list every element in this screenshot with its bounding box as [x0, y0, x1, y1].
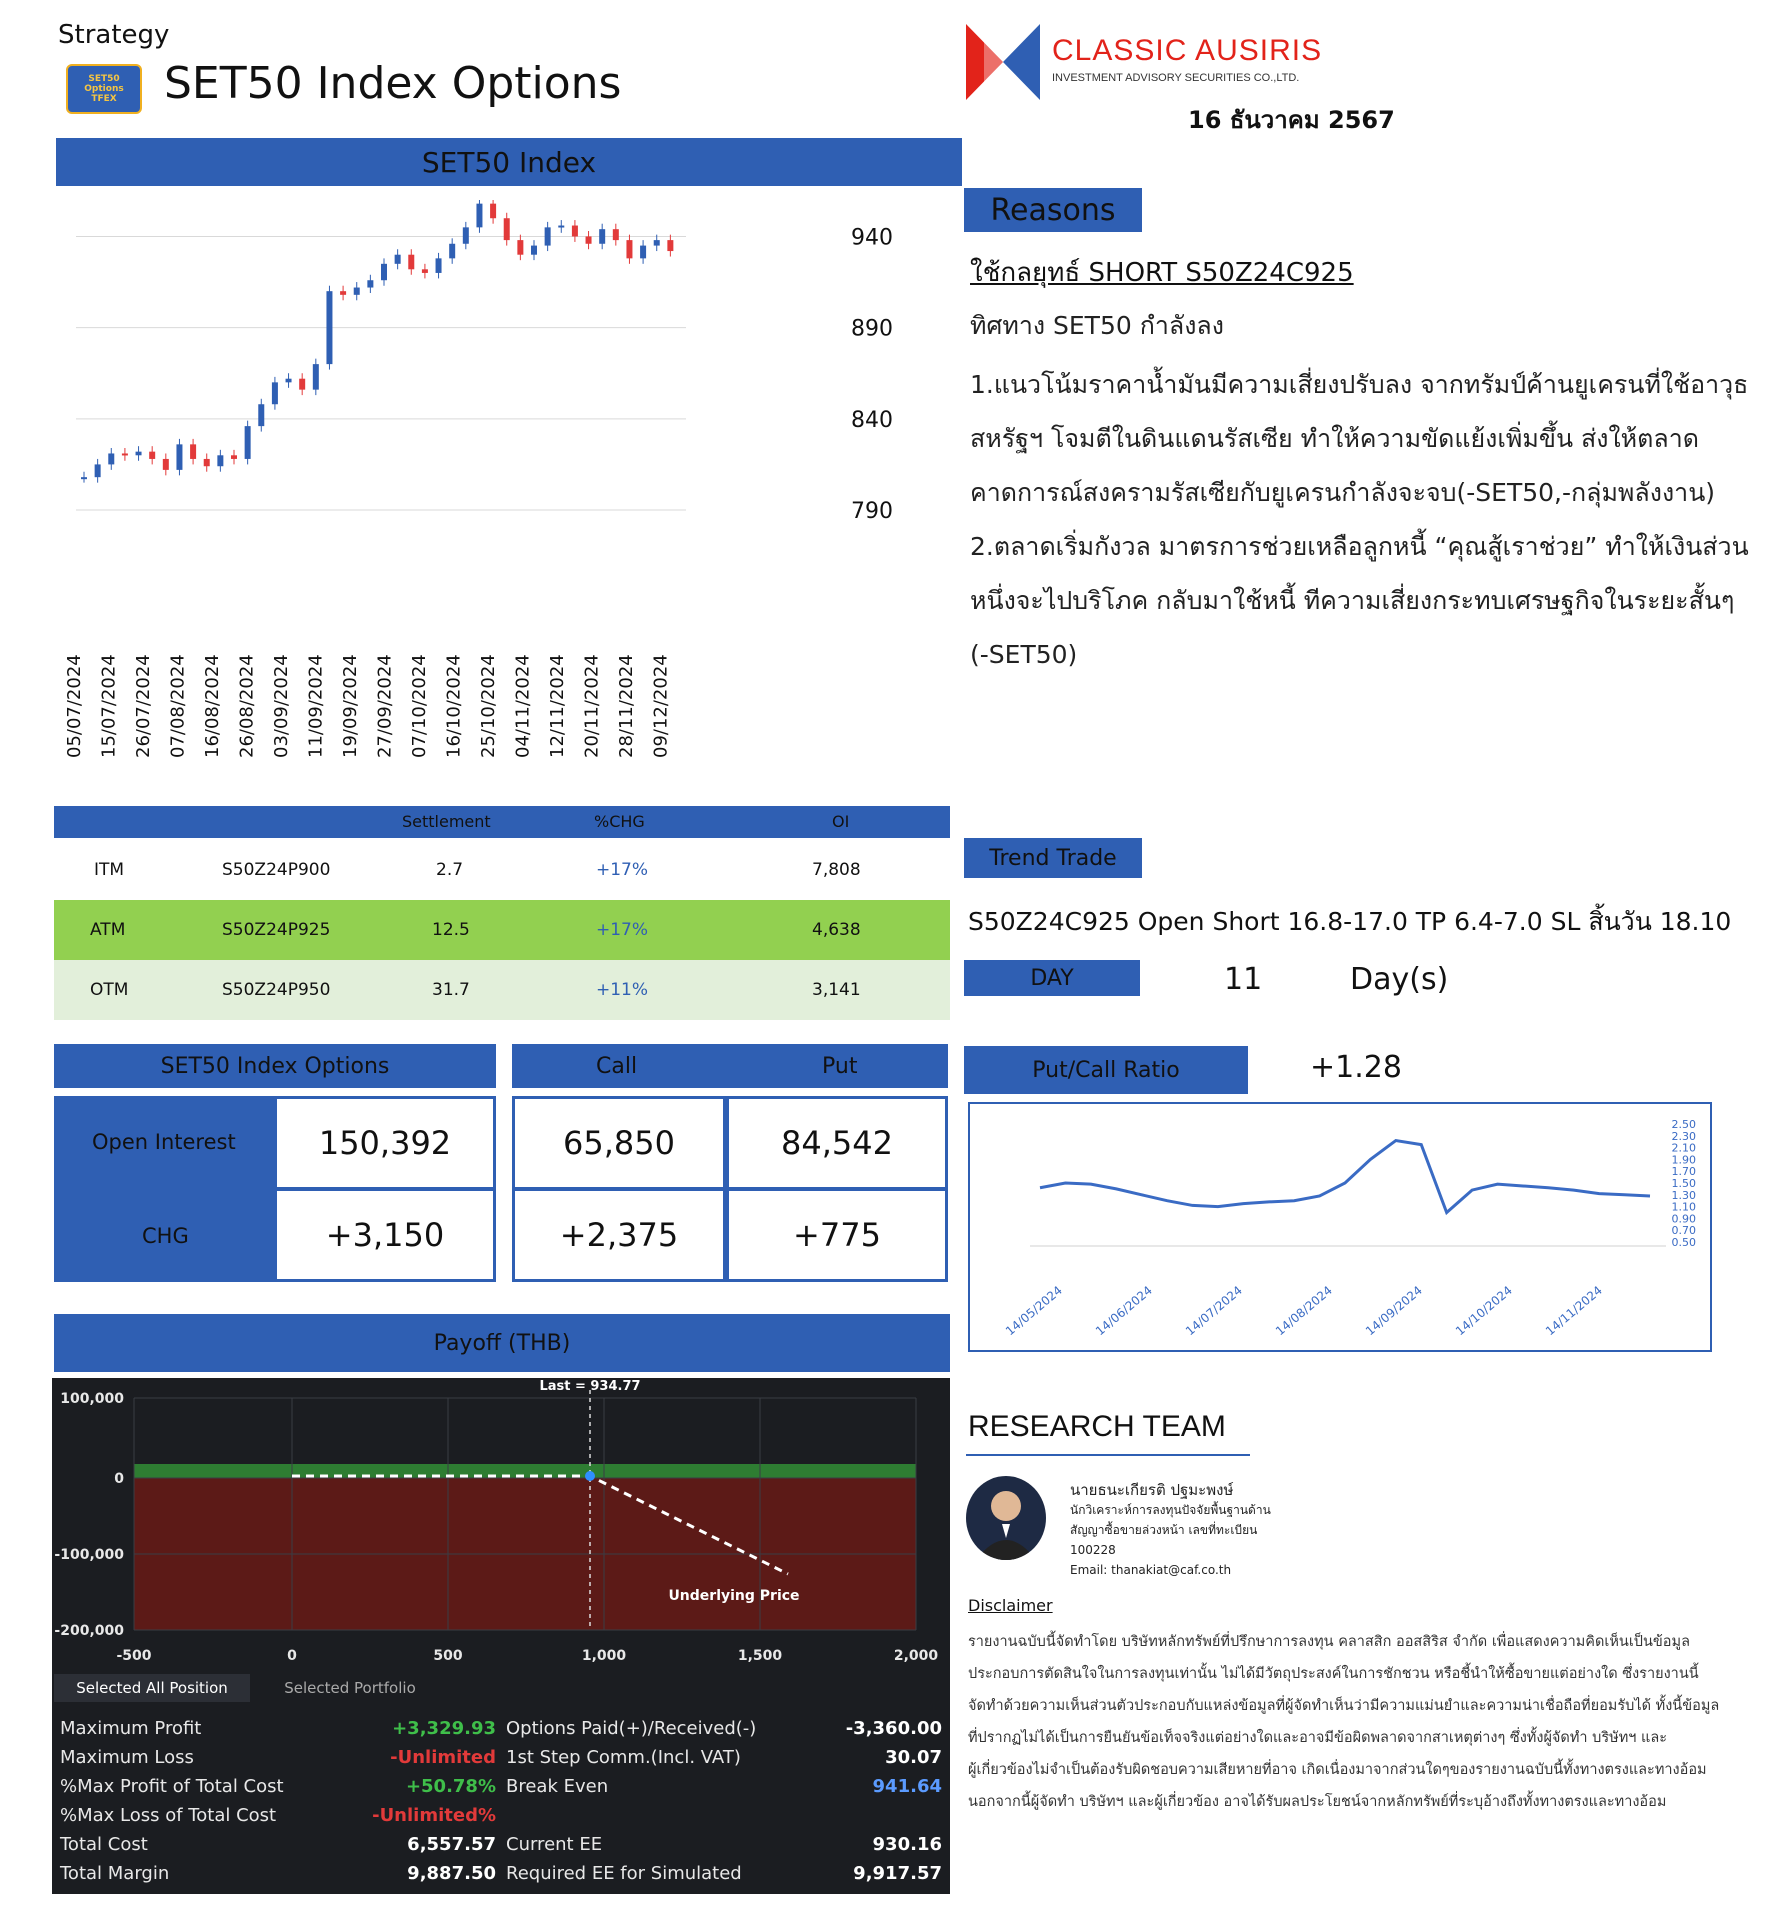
strategy-label: Strategy: [58, 20, 170, 50]
payoff-x-tick: 1,500: [737, 1648, 783, 1664]
disclaimer-line: ที่ปรากฏไม่ได้เป็นการยืนยันข้อเท็จจริงแต่อย่างใดและอาจมีข้อผิดพลาดจากสาเหตุต่างๆ ซึ่งทั้งผู้จัดทำ บริษัทฯ และ: [968, 1730, 1668, 1746]
reason-line: (-SET50): [970, 640, 1078, 669]
disclaimer-body: [968, 1626, 1768, 1818]
candle-body: [204, 459, 210, 466]
disclaimer-line: ผู้เกี่ยวข้องไม่จำเป็นต้องรับผิดชอบความเสียหายที่อาจ เกิดเนื่องมาจากส่วนใดๆของรายงานฉบับนี้ทั้งทางตรงและทางอ้อม: [968, 1762, 1707, 1778]
payoff-stat-spacer: [506, 1805, 942, 1834]
pcr-y-tick: 0.90: [1671, 1212, 1696, 1226]
row-moneyness: ITM: [94, 860, 125, 880]
index-chart: [56, 200, 962, 770]
day-value: 11: [1224, 962, 1263, 997]
brand-name: CLASSIC AUSIRIS: [1052, 34, 1323, 67]
candle-body: [476, 204, 482, 228]
row-series: S50Z24P950: [222, 980, 331, 1000]
payoff-stat-value: 930.16: [872, 1834, 942, 1855]
payoff-stat-label: 1st Step Comm.(Incl. VAT): [506, 1747, 741, 1768]
candle-body: [367, 280, 373, 287]
x-tick-label: 27/09/2024: [374, 654, 396, 758]
pcr-chart: [968, 1102, 1712, 1352]
underlying-price-label: Underlying Price: [668, 1588, 800, 1604]
pcr-value: +1.28: [1310, 1050, 1402, 1085]
x-tick-label: 12/11/2024: [547, 654, 568, 758]
payoff-y-tick: 0: [114, 1471, 124, 1487]
payoff-title: Payoff (THB): [54, 1314, 950, 1372]
reasons-body: [970, 358, 1770, 682]
x-tick-label: 09/12/2024: [650, 654, 672, 758]
analyst-role: นักวิเคราะห์การลงทุนปัจจัยพื้นฐานด้าน: [1070, 1503, 1271, 1517]
disclaimer-line: จัดทำด้วยความเห็นส่วนตัวประกอบกับแหล่งข้อมูลที่ผู้จัดทำเห็นว่ามีความแม่นยำและความน่าเชื่อถือที่ยอมรับได้ ทั้งนี้ข้อมูล: [968, 1698, 1720, 1714]
candle-body: [436, 258, 442, 273]
candle-body: [490, 204, 496, 219]
candle-body: [258, 404, 264, 426]
product-title: SET50 Index Options: [164, 58, 622, 109]
candle-body: [517, 240, 523, 255]
oi-label: Open Interest: [92, 1130, 236, 1154]
x-tick-label: 16/10/2024: [443, 654, 465, 758]
payoff-stat-label: Options Paid(+)/Received(-): [506, 1718, 757, 1739]
row-series: S50Z24P900: [222, 860, 331, 880]
pcr-y-tick: 0.50: [1671, 1236, 1696, 1249]
direction-line: ทิศทาง SET50 กำลังลง: [970, 311, 1224, 340]
candle-body: [395, 255, 401, 264]
pcr-y-tick: 1.30: [1671, 1188, 1696, 1202]
payoff-stat-value: 30.07: [885, 1747, 942, 1768]
pcr-series-line: [1040, 1141, 1650, 1213]
payoff-stat-label: Maximum Profit: [60, 1718, 202, 1739]
candle-body: [149, 452, 155, 459]
disclaimer-line: ประกอบการตัดสินใจในการลงทุนเท่านั้น ไม่ได้มีวัตถุประสงค์ในการชักชวน หรือชี้นำให้ซื้อขายแต่อย่างใด ซึ่งรายงานนี้: [968, 1666, 1699, 1682]
payoff-stats-left: [60, 1718, 496, 1892]
put-label: Put: [822, 1054, 858, 1079]
table-row: [54, 900, 950, 960]
pcr-chart-svg: [970, 1104, 1710, 1350]
row-chg: +17%: [596, 920, 649, 940]
call-put-header: [512, 1044, 948, 1088]
oi-call: 65,850: [512, 1096, 726, 1190]
pcr-y-tick: 2.10: [1671, 1141, 1696, 1155]
row-settlement: 2.7: [436, 860, 464, 880]
x-tick-label: 11/09/2024: [305, 654, 327, 758]
candle-body: [108, 453, 114, 464]
payoff-x-tick: 2,000: [893, 1648, 939, 1664]
oi-put: 84,542: [726, 1096, 948, 1190]
candle-body: [354, 288, 360, 295]
candle-body: [217, 455, 223, 466]
payoff-x-tick: 1,000: [581, 1648, 627, 1664]
table-row: [54, 840, 950, 900]
reason-line: สหรัฐฯ โจมตีในดินแดนรัสเซีย ทำให้ความขัดแย้งเพิ่มขึ้น ส่งให้ตลาด: [970, 424, 1699, 453]
candle-body: [667, 240, 673, 251]
candle-body: [122, 453, 128, 455]
x-tick-label: 07/10/2024: [409, 654, 430, 758]
pcr-y-tick: 1.50: [1671, 1177, 1696, 1190]
candle-body: [531, 246, 537, 255]
payoff-stat-label: Total Margin: [60, 1863, 170, 1884]
y-tick-label: 940: [851, 225, 893, 251]
payoff-stat-row: [506, 1718, 942, 1747]
payoff-stat-label: Current EE: [506, 1834, 603, 1855]
payoff-stat-row: [60, 1863, 496, 1892]
payoff-stat-row: [60, 1747, 496, 1776]
analyst-email: Email: thanakiat@caf.co.th: [1070, 1563, 1232, 1577]
payoff-stat-row: [60, 1718, 496, 1747]
last-price-label: Last = 934.77: [539, 1379, 641, 1394]
pcr-x-tick: 14/05/2024: [1002, 1283, 1065, 1339]
x-tick-label: 07/08/2024: [167, 654, 189, 758]
candle-body: [245, 426, 251, 459]
candle-body: [599, 229, 605, 244]
x-tick-label: 20/11/2024: [581, 654, 603, 758]
row-moneyness: ATM: [90, 920, 126, 940]
pcr-x-tick: 14/11/2024: [1542, 1283, 1605, 1339]
payoff-y-tick: 100,000: [60, 1391, 124, 1407]
payoff-stat-label: Total Cost: [60, 1834, 148, 1855]
research-divider: [966, 1454, 1250, 1456]
row-moneyness: OTM: [90, 980, 129, 1000]
pcr-y-tick: 1.70: [1671, 1165, 1696, 1179]
candle-body: [463, 227, 469, 243]
candle-body: [545, 227, 551, 245]
y-tick-label: 890: [851, 316, 893, 342]
y-tick-label: 840: [851, 407, 893, 433]
candle-body: [422, 269, 428, 273]
strategy-line: ใช้กลยุทธ์ SHORT S50Z24C925: [970, 258, 1354, 288]
x-tick-label: 15/07/2024: [98, 654, 120, 758]
candle-body: [313, 364, 319, 390]
oi-total: 150,392: [274, 1096, 496, 1190]
payoff-stats-right: [506, 1718, 942, 1892]
payoff-chart-svg: [52, 1378, 950, 1668]
day-unit: Day(s): [1350, 962, 1449, 997]
candle-body: [586, 236, 592, 243]
candle-body: [613, 229, 619, 240]
disclaimer-line: นอกจากนี้ผู้จัดทำ บริษัทฯ และผู้เกี่ยวข้อง อาจได้รับผลประโยชน์จากหลักทรัพย์ที่ระบุอ้างถึงทั้งทางตรงและทางอ้อม: [968, 1794, 1667, 1810]
x-tick-label: 19/09/2024: [340, 654, 361, 758]
candle-body: [408, 255, 414, 270]
payoff-stat-row: [60, 1805, 496, 1834]
candle-body: [572, 226, 578, 237]
reason-line: 1.แนวโน้มราคาน้ำมันมีความเสี่ยงปรับลง จากทรัมป์ค้านยูเครนที่ใช้อาวุธ: [970, 370, 1749, 399]
candle-body: [231, 455, 237, 459]
pcr-y-tick: 2.50: [1671, 1118, 1696, 1131]
y-tick-label: 790: [851, 499, 893, 524]
brand-subtitle: INVESTMENT ADVISORY SECURITIES CO.,LTD.: [1052, 72, 1300, 84]
disclaimer-title: Disclaimer: [968, 1596, 1053, 1615]
candle-body: [626, 240, 632, 258]
row-chg: +17%: [596, 860, 649, 880]
candle-body: [654, 240, 660, 245]
payoff-x-tick: 0: [287, 1648, 297, 1664]
payoff-stat-value: -Unlimited%: [372, 1805, 496, 1826]
payoff-stat-value: 941.64: [872, 1776, 942, 1797]
index-chart-title: SET50 Index: [56, 138, 962, 186]
x-tick-label: 16/08/2024: [202, 654, 223, 758]
payoff-stat-row: [506, 1747, 942, 1776]
payoff-stat-label: Required EE for Simulated: [506, 1863, 742, 1884]
pcr-x-tick: 14/06/2024: [1092, 1283, 1155, 1339]
row-chg: +11%: [596, 980, 649, 1000]
payoff-stat-label: Maximum Loss: [60, 1747, 194, 1768]
day-label: DAY: [964, 960, 1140, 996]
candle-body: [504, 218, 510, 240]
set50-options-logo: [66, 64, 142, 114]
row-oi: 7,808: [812, 860, 861, 880]
payoff-stat-label: %Max Loss of Total Cost: [60, 1805, 277, 1826]
row-oi: 3,141: [812, 980, 861, 1000]
payoff-stat-row: [60, 1776, 496, 1805]
tab-selected-all[interactable]: Selected All Position: [54, 1674, 250, 1702]
analyst-role: สัญญาซื้อขายล่วงหน้า เลขที่ทะเบียน: [1070, 1523, 1258, 1537]
reasons-title: Reasons: [964, 188, 1142, 232]
candle-body: [136, 452, 142, 456]
payoff-stat-value: -Unlimited: [390, 1747, 496, 1768]
payoff-stat-value: +3,329.93: [392, 1718, 496, 1739]
chg-put: +775: [726, 1188, 948, 1282]
analyst-avatar: [966, 1476, 1046, 1560]
reason-line: 2.ตลาดเริ่มกังวล มาตรการช่วยเหลือลูกหนี้ “คุณสู้เราช่วย” ทำให้เงินส่วน: [970, 532, 1749, 561]
analyst-reg: 100228: [1070, 1543, 1116, 1557]
candle-body: [176, 444, 182, 470]
table-row: [54, 960, 950, 1020]
chg-label: CHG: [142, 1224, 189, 1248]
header-oi: OI: [832, 812, 850, 831]
candle-body: [272, 382, 278, 404]
payoff-x-tick: 500: [433, 1648, 463, 1664]
payoff-stat-value: 9,917.57: [853, 1863, 942, 1884]
x-tick-label: 26/08/2024: [236, 654, 258, 758]
payoff-panel: [52, 1378, 950, 1894]
x-tick-label: 04/11/2024: [512, 654, 534, 758]
header-chg: %CHG: [594, 812, 645, 831]
report-date: 16 ธันวาคม 2567: [1188, 106, 1395, 134]
candle-body: [163, 459, 169, 470]
candle-body: [340, 291, 346, 295]
candle-body: [326, 291, 332, 364]
candle-body: [449, 244, 455, 259]
payoff-stat-label: %Max Profit of Total Cost: [60, 1776, 284, 1797]
pcr-y-tick: 1.90: [1671, 1153, 1696, 1167]
row-series: S50Z24P925: [222, 920, 331, 940]
trend-signal: S50Z24C925 Open Short 16.8-17.0 TP 6.4-7.0 SL สิ้นวัน 18.10: [968, 907, 1732, 936]
payoff-y-tick: -100,000: [54, 1547, 124, 1563]
candle-body: [286, 379, 292, 383]
payoff-stat-value: 9,887.50: [407, 1863, 496, 1884]
row-settlement: 12.5: [432, 920, 470, 940]
header-settlement: Settlement: [402, 812, 491, 831]
profit-zone: [134, 1464, 916, 1478]
payoff-stat-row: [506, 1863, 942, 1892]
pcr-x-tick: 14/07/2024: [1182, 1283, 1245, 1339]
x-tick-label: 25/10/2024: [478, 654, 499, 758]
pcr-x-tick: 14/10/2024: [1452, 1283, 1515, 1339]
trend-trade-title: Trend Trade: [964, 838, 1142, 878]
oi-summary-title: SET50 Index Options: [54, 1044, 496, 1088]
pcr-y-tick: 2.30: [1671, 1129, 1696, 1143]
index-chart-svg: [56, 200, 962, 770]
chg-total: +3,150: [274, 1188, 496, 1282]
analyst-name: นายธนะเกียรติ ปฐมะพงษ์: [1070, 1481, 1234, 1499]
call-label: Call: [596, 1054, 638, 1079]
analyst-info: [1070, 1480, 1271, 1580]
candle-body: [299, 379, 305, 390]
x-tick-label: 28/11/2024: [616, 654, 637, 758]
payoff-stat-value: 6,557.57: [407, 1834, 496, 1855]
x-tick-label: 05/07/2024: [64, 654, 85, 758]
reason-line: หนึ่งจะไปบริโภค กลับมาใช้หนี้ ทีความเสี่ยงกระทบเศรษฐกิจในระยะสั้นๆ: [970, 586, 1735, 615]
candle-body: [381, 264, 387, 280]
pcr-x-tick: 14/09/2024: [1362, 1283, 1425, 1339]
payoff-stat-value: +50.78%: [405, 1776, 496, 1797]
x-tick-label: 03/09/2024: [271, 654, 292, 758]
tab-selected-portfolio[interactable]: Selected Portfolio: [284, 1679, 416, 1697]
logo-badge-text: SET50 Options TFEX: [84, 74, 124, 104]
row-settlement: 31.7: [432, 980, 470, 1000]
candle-body: [640, 246, 646, 259]
payoff-stat-value: -3,360.00: [845, 1718, 942, 1739]
payoff-stat-row: [506, 1834, 942, 1863]
payoff-y-tick: -200,000: [54, 1623, 124, 1639]
candle-body: [81, 477, 87, 479]
payoff-stat-label: Break Even: [506, 1776, 609, 1797]
candle-body: [95, 464, 101, 477]
reason-line: คาดการณ์สงครามรัสเซียกับยูเครนกำลังจะจบ(-SET50,-กลุ่มพลังงาน): [970, 478, 1716, 507]
pcr-title: Put/Call Ratio: [964, 1046, 1248, 1094]
chg-call: +2,375: [512, 1188, 726, 1282]
oi-label-box: [54, 1096, 274, 1282]
payoff-stat-row: [506, 1776, 942, 1805]
candle-body: [558, 226, 564, 228]
payoff-stat-row: [60, 1834, 496, 1863]
candle-body: [190, 444, 196, 459]
payoff-x-tick: -500: [116, 1648, 152, 1664]
row-oi: 4,638: [812, 920, 861, 940]
pcr-x-tick: 14/08/2024: [1272, 1283, 1335, 1339]
disclaimer-line: รายงานฉบับนี้จัดทำโดย บริษัทหลักทรัพย์ที่ปรึกษาการลงทุน คลาสสิก ออสสิริส จำกัด เพื่อแสดงความคิดเห็นเป็นข้อมูล: [968, 1634, 1690, 1650]
x-tick-label: 26/07/2024: [133, 654, 154, 758]
options-table-header: [54, 806, 950, 838]
brand-logo-icon: [966, 24, 1040, 100]
last-price-marker: [585, 1471, 595, 1481]
pcr-y-tick: 1.10: [1671, 1200, 1696, 1214]
research-title: RESEARCH TEAM: [968, 1410, 1226, 1443]
pcr-y-tick: 0.70: [1671, 1224, 1696, 1238]
